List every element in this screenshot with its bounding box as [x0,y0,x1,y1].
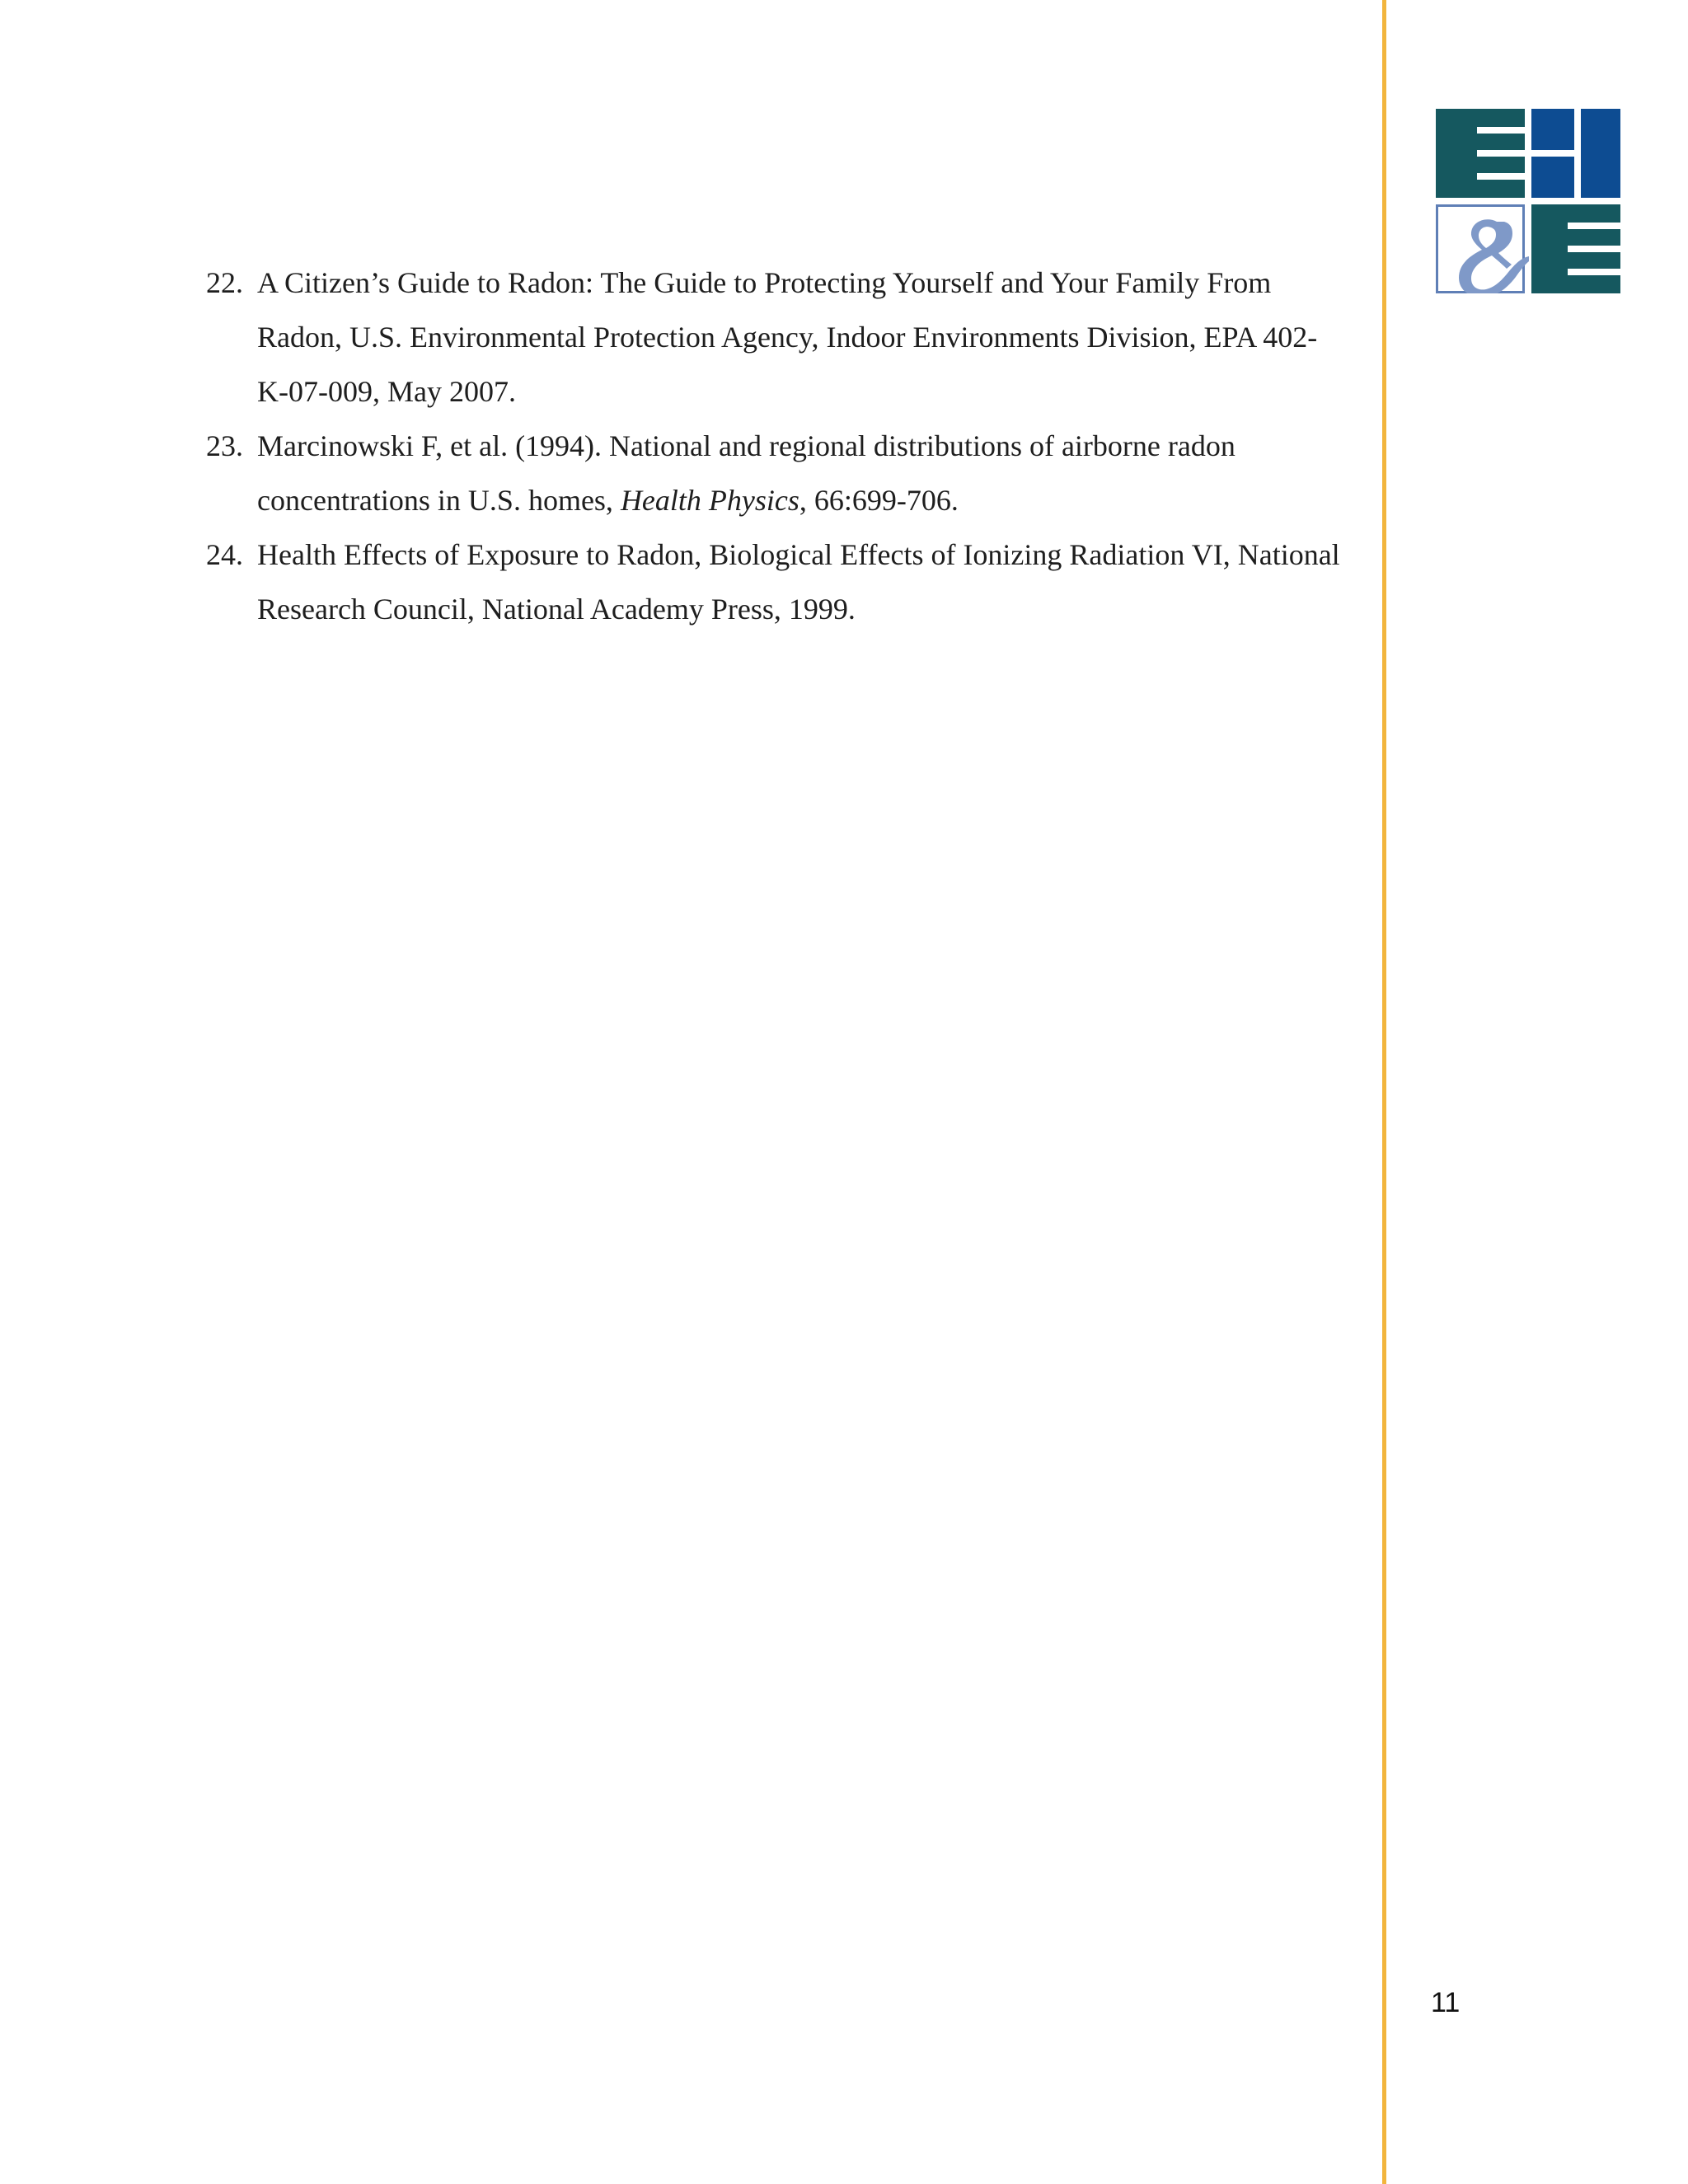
reference-item-23 [206,419,1343,527]
reference-text [257,419,1343,527]
reference-list [206,255,1343,636]
reference-item-24 [206,527,1343,636]
reference-text-after: , 66:699-706. [799,484,959,517]
reference-number: 24. [206,538,243,571]
reference-number: 22. [206,266,243,299]
reference-text-before: Health Effects of Exposure to Radon, Biological Effects of Ionizing Radiation VI, National Research Council, National Academy Press, 1999. [257,538,1340,626]
eh-and-e-logo [1436,109,1620,293]
reference-item-22 [206,255,1343,419]
vertical-accent-rule [1382,0,1386,2184]
reference-number: 23. [206,429,243,462]
reference-text-before: Marcinowski F, et al. (1994). National and regional distributions of airborne radon concentrations in U.S. homes, [257,429,1236,517]
reference-text [257,527,1343,636]
reference-text [257,255,1343,419]
page-number: 11 [1431,1987,1461,2018]
reference-italic-text: Health Physics [620,484,799,517]
reference-text-before: A Citizen’s Guide to Radon: The Guide to Protecting Yourself and Your Family From Radon, U.S. Environmental Protection Agency, Indoor Environments Division, EPA 402-K-07-009, May 2007. [257,266,1318,408]
